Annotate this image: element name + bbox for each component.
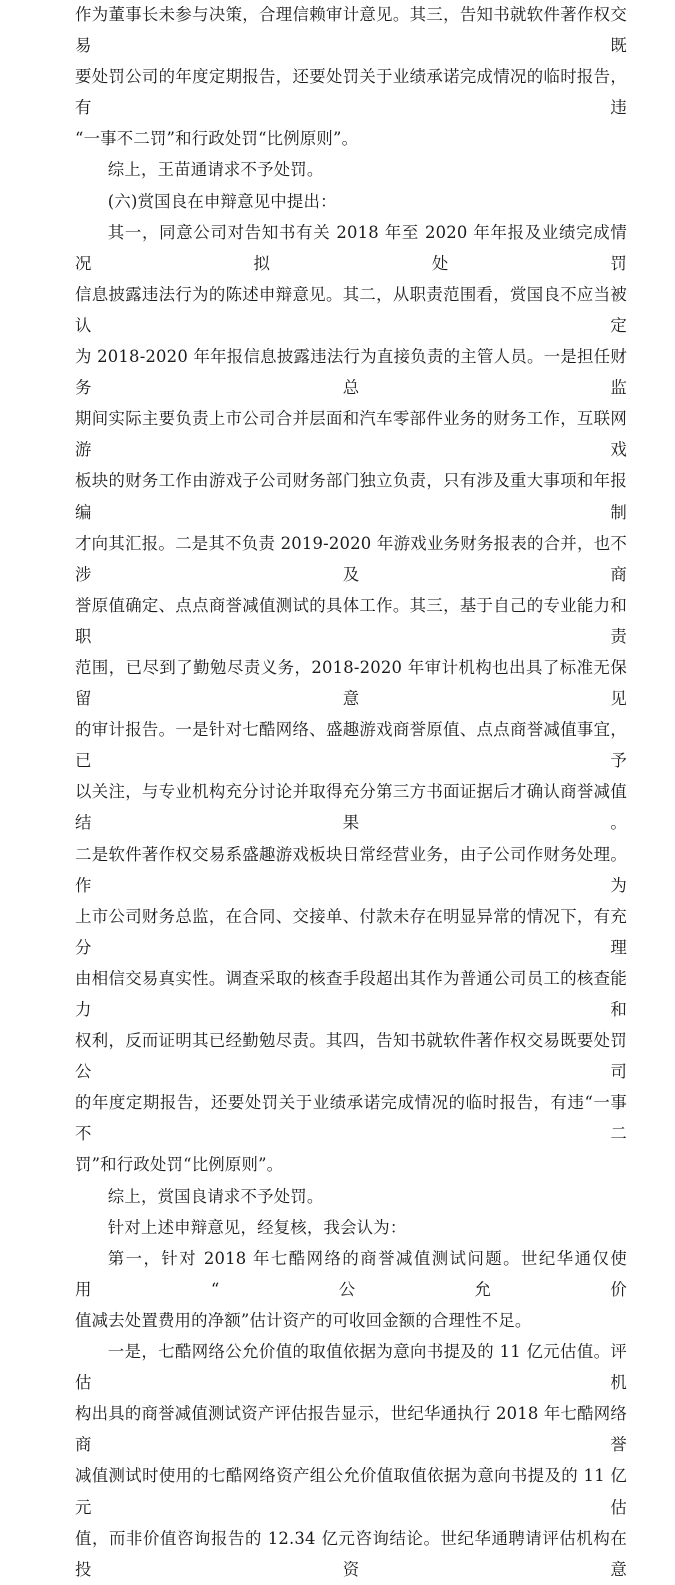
- line-14: 的审计报告。一是针对七酷网络、盛趣游戏商誉原值、点点商誉减值事宜，已予: [75, 720, 627, 771]
- line-26: 一是，七酷网络公允价值的取值依据为意向书提及的 11 亿元估值。评估机: [75, 1342, 627, 1393]
- line-02: 要处罚公司的年度定期报告，还要处罚关于业绩承诺完成情况的临时报告，有违: [75, 67, 627, 118]
- line-10: 板块的财务工作由游戏子公司财务部门独立负责，只有涉及重大事项和年报编制: [75, 471, 627, 522]
- line-25: 值减去处置费用的净额”估计资产的可收回金额的合理性不足。: [75, 1310, 532, 1330]
- line-20: 的年度定期报告，还要处罚关于业绩承诺完成情况的临时报告，有违“一事不二: [75, 1093, 627, 1144]
- line-06: 其一，同意公司对告知书有关 2018 年至 2020 年年报及业绩完成情况拟处罚: [75, 222, 627, 273]
- line-21: 罚”和行政处罚“比例原则”。: [75, 1155, 284, 1175]
- line-09: 期间实际主要负责上市公司合并层面和汽车零部件业务的财务工作，互联网游戏: [75, 409, 627, 460]
- line-19: 权利，反而证明其已经勤勉尽责。其四，告知书就软件著作权交易既要处罚公司: [75, 1031, 627, 1082]
- line-04: 综上，王苗通请求不予处罚。: [107, 160, 324, 180]
- line-07: 信息披露违法行为的陈述申辩意见。其二，从职责范围看，赏国良不应当被认定: [75, 284, 627, 335]
- line-11: 才向其汇报。二是其不负责 2019-2020 年游戏业务财务报表的合并，也不涉及商: [75, 533, 627, 584]
- line-13: 范围，已尽到了勤勉尽责义务，2018-2020 年审计机构也出具了标准无保留意见: [75, 657, 627, 709]
- document-page: [75, 0, 627, 1585]
- line-28: 减值测试时使用的七酷网络资产组公允价值取值依据为意向书提及的 11 亿元估: [75, 1466, 627, 1517]
- line-23: 针对上述申辩意见，经复核，我会认为：: [107, 1217, 407, 1237]
- line-27: 构出具的商誉减值测试资产评估报告显示，世纪华通执行 2018 年七酷网络商誉: [75, 1404, 627, 1455]
- line-22: 综上，赏国良请求不予处罚。: [107, 1186, 324, 1206]
- line-17: 上市公司财务总监，在合同、交接单、付款未存在明显异常的情况下，有充分理: [75, 906, 627, 957]
- line-29: 值，而非价值咨询报告的 12.34 亿元咨询结论。世纪华通聘请评估机构在投资意: [75, 1528, 627, 1579]
- line-08: 为 2018-2020 年年报信息披露违法行为直接负责的主管人员。一是担任财务总监: [75, 347, 627, 398]
- line-05: (六)赏国良在申辩意见中提出：: [107, 191, 337, 211]
- line-12: 誉原值确定、点点商誉减值测试的具体工作。其三，基于自己的专业能力和职责: [75, 595, 627, 646]
- line-03: “一事不二罚”和行政处罚“比例原则”。: [75, 129, 359, 149]
- line-24: 第一，针对 2018 年七酷网络的商誉减值测试问题。世纪华通仅使用“公允价: [75, 1248, 627, 1299]
- line-01: 作为董事长未参与决策，合理信赖审计意见。其三，告知书就软件著作权交易既: [75, 5, 627, 56]
- line-18: 由相信交易真实性。调查采取的核查手段超出其作为普通公司员工的核查能力和: [75, 968, 627, 1019]
- line-16: 二是软件著作权交易系盛趣游戏板块日常经营业务，由子公司作财务处理。作为: [75, 844, 627, 895]
- line-15: 以关注，与专业机构充分讨论并取得充分第三方书面证据后才确认商誉减值结果。: [75, 782, 627, 833]
